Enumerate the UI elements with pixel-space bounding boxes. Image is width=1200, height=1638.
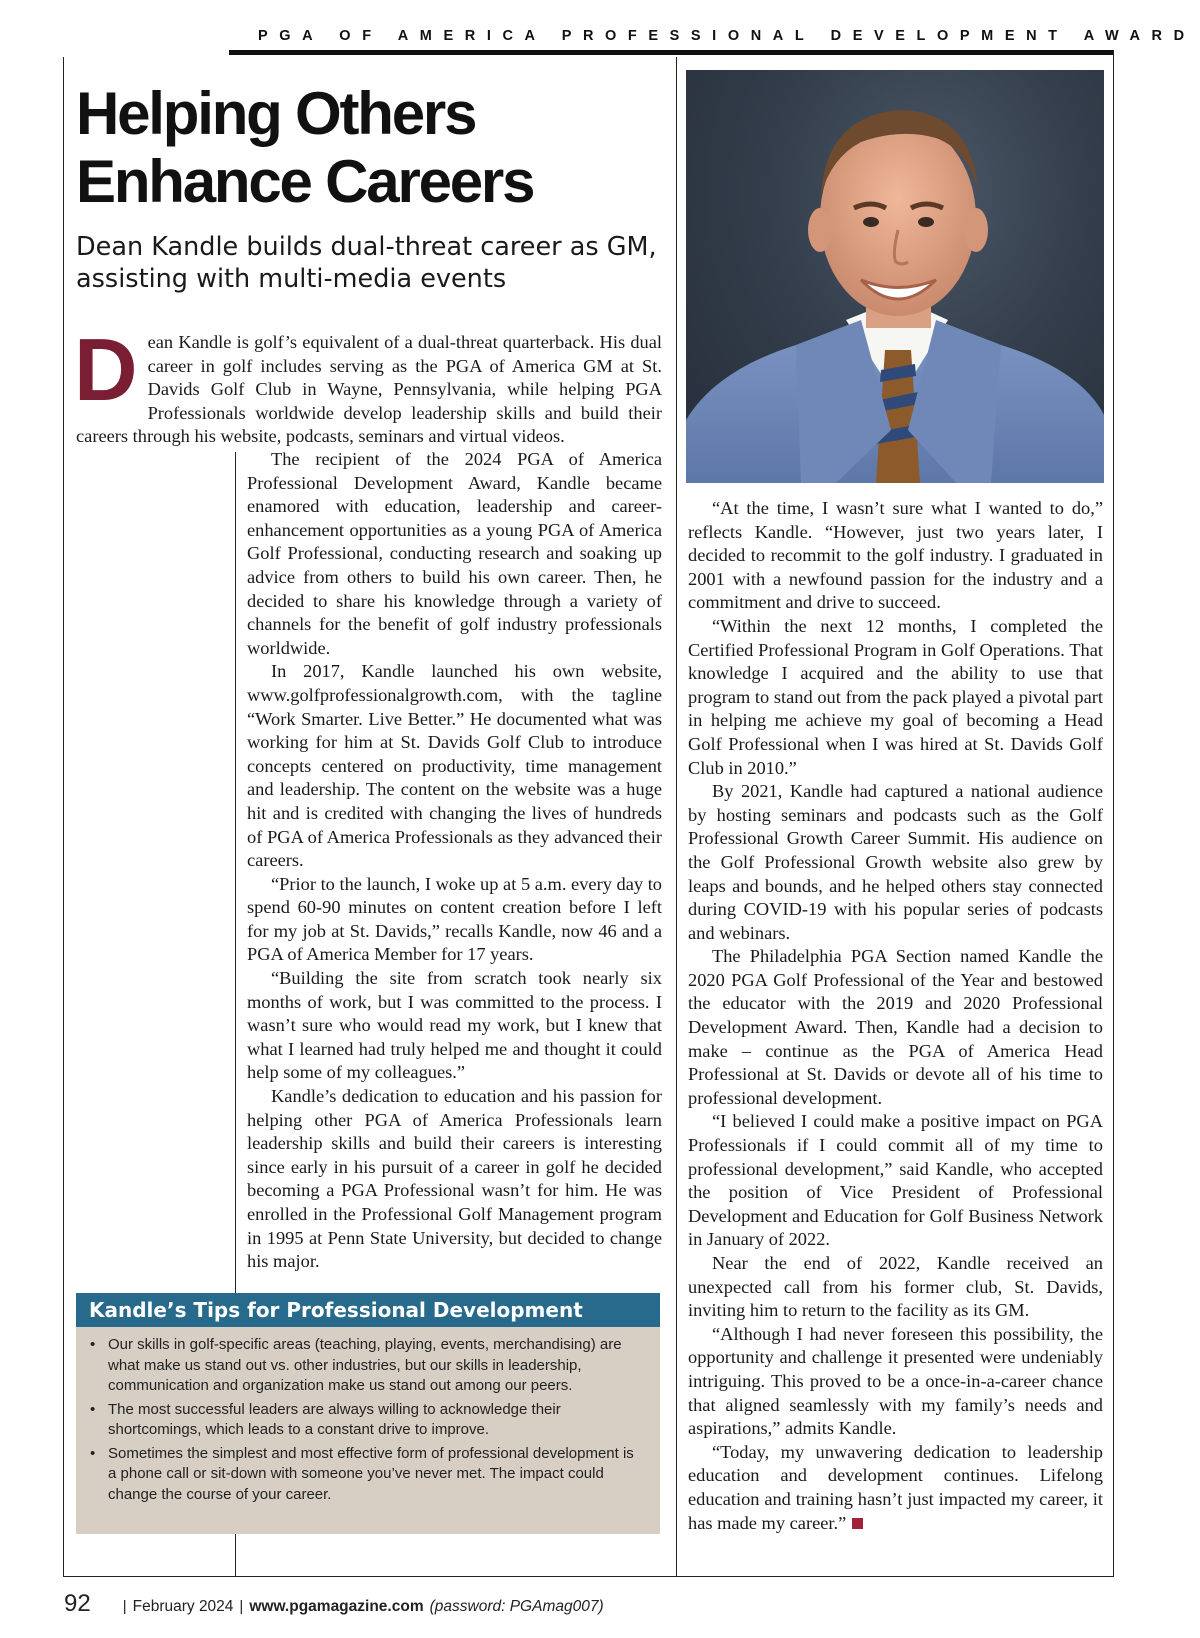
lead-text: ean Kandle is golf’s equivalent of a dual-threat quarterback. His dual career in golf includes serving as the PGA of America GM at St. Davids Golf Club in Wayne, Pennsylvania, while helping PGA Professionals worldwide develop leadership skills and build their careers through his website, podcasts, seminars and virtual videos. [76, 332, 662, 447]
tip-item: • Sometimes the simplest and most effective form of professional development is a phone call or sit-down with someone you’ve never met. The impact could change the course of your career. [90, 1444, 638, 1506]
lead-paragraph [74, 320, 662, 449]
body-paragraph: “I believed I could make a positive impact on PGA Professionals if I could commit all of my time to professional development,” said Kandle, who accepted the position of Vice President of Professional Development and Education for Golf Business Network in January of 2022. [688, 1111, 1103, 1250]
frame-right-rule [1113, 50, 1114, 1577]
issue-date: February 2024 [132, 1598, 234, 1615]
body-paragraph: Near the end of 2022, Kandle received an unexpected call from his former club, St. Davids, inviting him to return to the facility as its GM. [688, 1253, 1103, 1321]
middle-column [247, 448, 662, 1274]
article-deck: Dean Kandle builds dual-threat career as GM, assisting with multi-media events [76, 232, 657, 294]
body-paragraph: “Although I had never foreseen this possibility, the opportunity and challenge it presented were undeniably intriguing. This proved to be a once-in-a-career chance that aligned seamlessly with my family’s needs and aspirations,” admits Kandle. [688, 1323, 1103, 1439]
drop-cap: D [74, 320, 138, 419]
column-divider [676, 57, 677, 1577]
headline-line-2: Enhance Careers [76, 148, 534, 215]
portrait-photo [686, 70, 1104, 483]
magazine-url[interactable]: www.pgamagazine.com [249, 1598, 424, 1615]
body-paragraph: “Within the next 12 months, I completed the Certified Professional Program in Golf Operations. That knowledge I acquired and the ability to use that program to stand out from the pack played a pivotal part in helping me achieve my goal of becoming a Head Golf Professional when I was hired at St. Davids Golf Club in 2010.” [688, 615, 1103, 778]
page-number: 92 [64, 1590, 91, 1617]
section-kicker: PGA OF AMERICA PROFESSIONAL DEVELOPMENT AWARD [258, 28, 1196, 44]
end-mark-icon [852, 1518, 863, 1529]
body-paragraph: The Philadelphia PGA Section named Kandle the 2020 PGA Golf Professional of the Year and bestowed the educator with the 2019 and 2020 Professional Development Award. Then, Kandle had a decision to make – continue as the PGA of America Head Professional at St. Davids or devote all of his time to professional development. [688, 946, 1103, 1108]
sidebar-tips-box [76, 1327, 660, 1534]
body-paragraph: By 2021, Kandle had captured a national audience by hosting seminars and podcasts such as the Golf Professional Growth Career Summit. His audience on the Golf Professional Growth website also grew by leaps and bounds, and he helped others stay connected during COVID-19 with his popular series of podcasts and webinars. [688, 781, 1103, 943]
page-footer [64, 1590, 604, 1620]
right-column [688, 497, 1103, 1535]
tip-item: • The most successful leaders are always willing to acknowledge their shortcomings, which leads to a constant drive to improve. [90, 1400, 638, 1441]
ear-left [808, 208, 832, 252]
headline-line-1: Helping Others [76, 80, 476, 147]
ear-right [964, 208, 988, 252]
final-text: “Today, my unwavering dedication to leadership education and development continues. Lifelong education and training hasn’t just impacted my career, it has made my career.” [688, 1441, 1103, 1533]
tips-list [90, 1335, 638, 1505]
frame-left-rule [63, 57, 64, 1577]
body-paragraph: Kandle’s dedication to education and his passion for helping other PGA of America Professionals learn leadership skills and build their careers is interesting since early in his pursuit of a career in golf he decided becoming a PGA Professional wasn’t for him. He was enrolled in the Professional Golf Management program in 1995 at Penn State University, but decided to change his major. [247, 1086, 662, 1272]
sidebar-title: Kandle’s Tips for Professional Development [76, 1293, 660, 1327]
footer-separator: | [122, 1598, 127, 1615]
tip-item: • Our skills in golf-specific areas (teaching, playing, events, merchandising) are what make us stand out vs. other industries, but our skills in leadership, communication and organization make us stand out among our peers. [90, 1335, 638, 1397]
eye-left [863, 217, 879, 227]
eye-right [918, 217, 934, 227]
top-rule [229, 50, 1113, 55]
body-paragraph-final [688, 1441, 1103, 1535]
footer-separator: | [239, 1598, 244, 1615]
portrait-illustration [686, 70, 1104, 483]
body-paragraph: “Prior to the launch, I woke up at 5 a.m. every day to spend 60-90 minutes on content creation before I left for my job at St. Davids,” recalls Kandle, now 46 and a PGA of America Member for 17 years. [247, 873, 662, 965]
body-paragraph: In 2017, Kandle launched his own website, www.golfprofessionalgrowth.com, with the tagline “Work Smarter. Live Better.” He documented what was working for him at St. Davids Golf Club to introduce concepts centered on productivity, time management and leadership. The content on the website was a huge hit and is credited with changing the lives of hundreds of PGA of America Professionals as they advanced their careers. [247, 661, 662, 871]
body-paragraph: The recipient of the 2024 PGA of America Professional Development Award, Kandle became enamored with education, leadership and career-enhancement opportunities as a young PGA of America Golf Professional, conducting research and soaking up advice from others to build his own career. Then, he decided to share his knowledge through a variety of channels for the benefit of golf industry professionals worldwide. [247, 449, 662, 658]
body-paragraph: “Building the site from scratch took nearly six months of work, but I was committed to the process. I wasn’t sure who would read my work, but I knew that what I learned had truly helped me and thought it could help some of my colleagues.” [247, 968, 662, 1083]
password-note: (password: PGAmag007) [429, 1598, 604, 1615]
frame-bottom-rule [63, 1576, 1114, 1577]
article-headline [76, 80, 676, 216]
body-paragraph: “At the time, I wasn’t sure what I wanted to do,” reflects Kandle. “However, just two years later, I decided to recommit to the golf industry. I graduated in 2001 with a newfound passion for the industry and a commitment and drive to succeed. [688, 498, 1103, 613]
